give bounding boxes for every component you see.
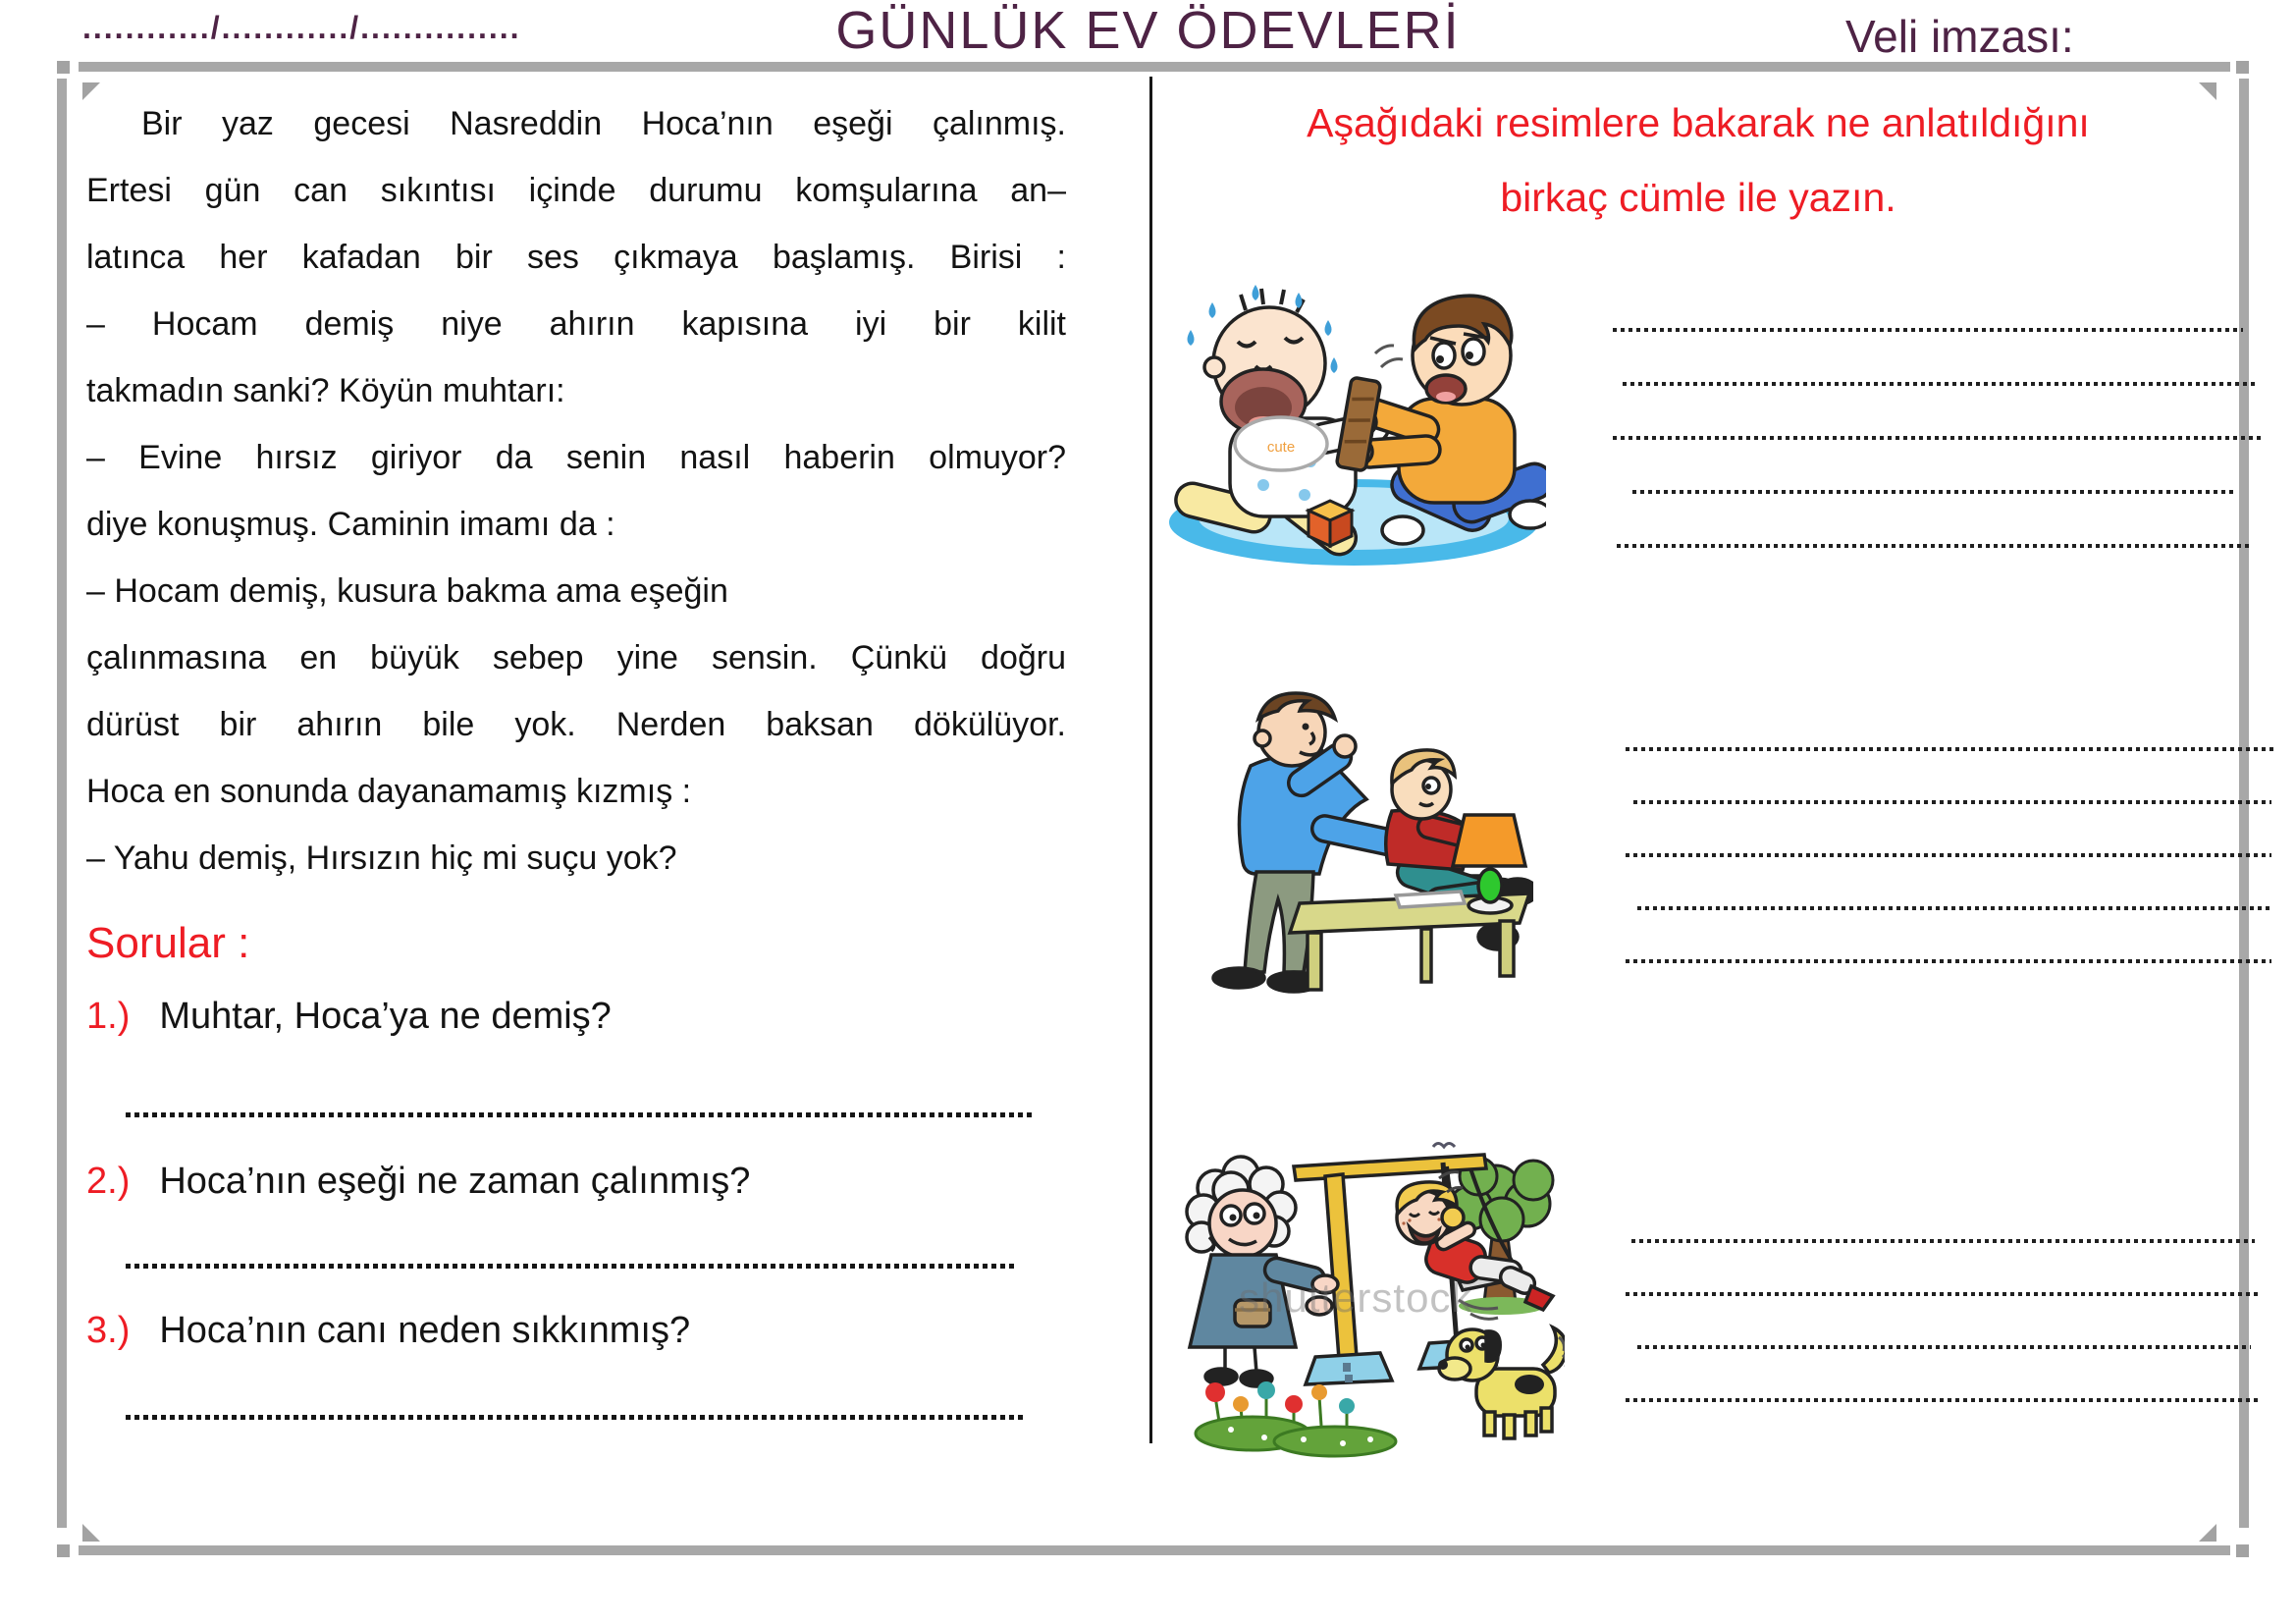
story-line: Ertesi gün can sıkıntısı içinde durumu komşularına an– bbox=[86, 172, 1066, 209]
answer-dotted-line bbox=[126, 1112, 1034, 1117]
story-line: – Hocam demiş, kusura bakma ama eşeğin bbox=[86, 572, 728, 610]
frame-bottom-bar bbox=[79, 1545, 2230, 1555]
answer-dotted-line bbox=[126, 1415, 1024, 1420]
story-line: – Hocam demiş niye ahırın kapısına iyi bir kilit bbox=[86, 305, 1066, 343]
answer-dotted-line bbox=[1617, 544, 2253, 548]
question-item-2 bbox=[86, 1161, 750, 1203]
question-text: Hoca’nın eşeği ne zaman çalınmış? bbox=[159, 1161, 751, 1202]
frame-corner-triangle bbox=[82, 1524, 100, 1542]
story-line: diye konuşmuş. Caminin imamı da : bbox=[86, 506, 615, 543]
questions-section-title: Sorular : bbox=[86, 919, 250, 967]
frame-corner-square bbox=[57, 1544, 70, 1557]
story-line: dürüst bir ahırın bile yok. Nerden baksan dökülüyor. bbox=[86, 706, 1066, 743]
picture-father-helping-son-with-homework bbox=[1174, 676, 1533, 1000]
frame-corner-square bbox=[2236, 1544, 2249, 1557]
story-line: Bir yaz gecesi Nasreddin Hoca’nın eşeği çalınmış. bbox=[141, 105, 1066, 142]
story-line: latınca her kafadan bir ses çıkmaya başlamış. Birisi : bbox=[86, 239, 1066, 276]
question-text: Muhtar, Hoca’ya ne demiş? bbox=[159, 996, 612, 1037]
story-line: takmadın sanki? Köyün muhtarı: bbox=[86, 372, 565, 409]
right-instruction-line-2: birkaç cümle ile yazın. bbox=[1500, 175, 1896, 220]
answer-dotted-line bbox=[1623, 382, 2259, 386]
answer-dotted-line bbox=[1626, 959, 2271, 963]
story-line: çalınmasına en büyük sebep yine sensin. Çünkü doğru bbox=[86, 639, 1066, 677]
story-line: Hoca en sonunda dayanamamış kızmış : bbox=[86, 773, 692, 810]
baby-bib-text: cute bbox=[1266, 439, 1296, 456]
answer-dotted-line bbox=[1632, 490, 2233, 494]
shutterstock-watermark: shutterstock bbox=[1239, 1274, 1473, 1321]
question-number: 3.) bbox=[86, 1310, 131, 1351]
story-line: – Evine hırsız giriyor da senin nasıl haberin olmuyor? bbox=[86, 439, 1066, 476]
answer-lines-group-3 bbox=[1626, 1239, 2254, 1402]
dog bbox=[1438, 1327, 1565, 1438]
parent-signature-label: Veli imzası: bbox=[1845, 11, 2074, 62]
answer-lines-group-2 bbox=[1626, 747, 2273, 963]
page-title: GÜNLÜK EV ÖDEVLERİ bbox=[835, 1, 1461, 60]
answer-dotted-line bbox=[1637, 906, 2270, 910]
question-item-3 bbox=[86, 1310, 690, 1352]
frame-top-bar bbox=[79, 62, 2230, 72]
frame-corner-triangle bbox=[2199, 1524, 2216, 1542]
story-line: – Yahu demiş, Hırsızın hiç mi suçu yok? bbox=[86, 839, 677, 877]
toy-block bbox=[1308, 501, 1352, 546]
frame-corner-triangle bbox=[2199, 82, 2216, 100]
picture-boy-taking-toy-from-crying-baby bbox=[1161, 273, 1546, 569]
answer-dotted-line bbox=[1626, 853, 2271, 857]
answer-dotted-line bbox=[1626, 747, 2273, 751]
answer-dotted-line bbox=[1613, 328, 2243, 332]
grandmother bbox=[1187, 1157, 1338, 1386]
flowers-and-grass bbox=[1196, 1381, 1396, 1456]
question-item-1 bbox=[86, 996, 612, 1038]
answer-dotted-line bbox=[1613, 436, 2261, 440]
answer-lines-group-1 bbox=[1613, 328, 2261, 548]
story-paragraph bbox=[86, 90, 1066, 892]
question-text: Hoca’nın canı neden sıkkınmış? bbox=[159, 1310, 691, 1351]
answer-dotted-line bbox=[126, 1264, 1014, 1269]
answer-dotted-line bbox=[1637, 1345, 2251, 1349]
answer-dotted-line bbox=[1633, 800, 2271, 804]
date-dotted-line: ............/............/............... bbox=[82, 10, 521, 45]
frame-corner-square bbox=[57, 61, 70, 74]
answer-dotted-line bbox=[1631, 1239, 2255, 1243]
question-number: 1.) bbox=[86, 996, 131, 1037]
answer-dotted-line bbox=[1626, 1398, 2262, 1402]
right-instruction-line-1: Aşağıdaki resimlere bakarak ne anlatıldığını bbox=[1307, 100, 2090, 145]
frame-left-bar bbox=[57, 79, 67, 1528]
question-number: 2.) bbox=[86, 1161, 131, 1202]
answer-dotted-line bbox=[1626, 1292, 2262, 1296]
frame-corner-square bbox=[2236, 61, 2249, 74]
